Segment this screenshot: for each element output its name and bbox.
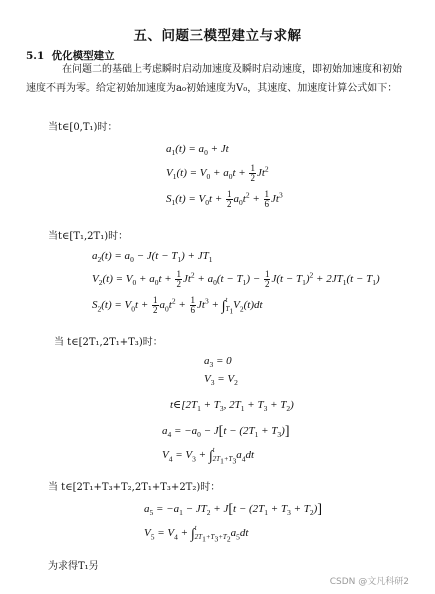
equation-v5: $V_5 = V_4$ + ∫ t $2T_1+T_3+T_2$ $a_5dt$ [144, 524, 249, 544]
equation-a3: $a_3 = 0$ [204, 355, 232, 370]
equation-a4: $a_4 = -a_0 - J[t - (2T_1 + T_3)]$ [162, 424, 290, 440]
equation-v2: $V_2(t) = V_0 + a_0t$ + $\frac{1}{2}$ $Jt^2 + a_0(t - T_1)$ − $\frac{1}{2}$ $J(t - T_1)^2 + 2JT_1(t - T_1)$ [92, 269, 380, 289]
equation-t-range: $t\in[2T_1 + T_3$, $2T_1 + T_3 + T_2$) [170, 399, 294, 414]
equation-v1: $V_1(t) = V_0 + a_0t$ + $\frac{1}{2}$ Jt$^2$ [166, 163, 269, 183]
equation-a2: $a_2(t) = a_0 - J(t - T_1) + JT_1$ [92, 250, 213, 265]
equation-v4: $V_4 = V_3$ + ∫ t $2T_1+T_3$ $a_4dt$ [162, 446, 255, 466]
section-heading: 5.1 优化模型建立 [26, 50, 115, 62]
equation-a5: $a_5 = -a_1 - JT_2 + J[t - (2T_1 + T_3 + T_2)]$ [144, 502, 322, 518]
equation-a1: $a_1(t) = a_0 + Jt$ [166, 143, 229, 158]
condition-1: 当t∈[0,T₁)时： [48, 122, 118, 133]
equation-s1: $S_1(t) = V_0t$ + $\frac{1}{2}$ $a_0t^2$ + $\frac{1}{6}$ Jt$^3$ [166, 189, 283, 209]
equation-v3: $V_3 = V_2$ [204, 373, 238, 388]
condition-2: 当t∈[T₁,2T₁)时： [48, 231, 129, 242]
intro-paragraph: 在问题二的基础上考虑瞬时启动加速度及瞬时启动速度，即初始加速度和初始速度不再为零。给定初始加速度为a₀初始速度为V₀，其速度、加速度计算公式如下： [26, 64, 402, 94]
condition-3: 当 t∈[2T₁,2T₁+T₃)时： [54, 337, 163, 348]
condition-4: 当 t∈[2T₁+T₃+T₂,2T₁+T₃+2T₂)时： [48, 482, 221, 493]
closing-text: 为求得T₁另 [48, 561, 99, 572]
watermark: CSDN @文凡科研2 [329, 577, 409, 587]
equation-s2: $S_2(t) = V_0t$ + $\frac{1}{2}$ $a_0t^2$ + $\frac{1}{6}$ $Jt^3$ + ∫ t $T_1$ $V_2(t)dt$ [92, 295, 263, 316]
page-title: 五、问题三模型建立与求解 [133, 28, 302, 44]
